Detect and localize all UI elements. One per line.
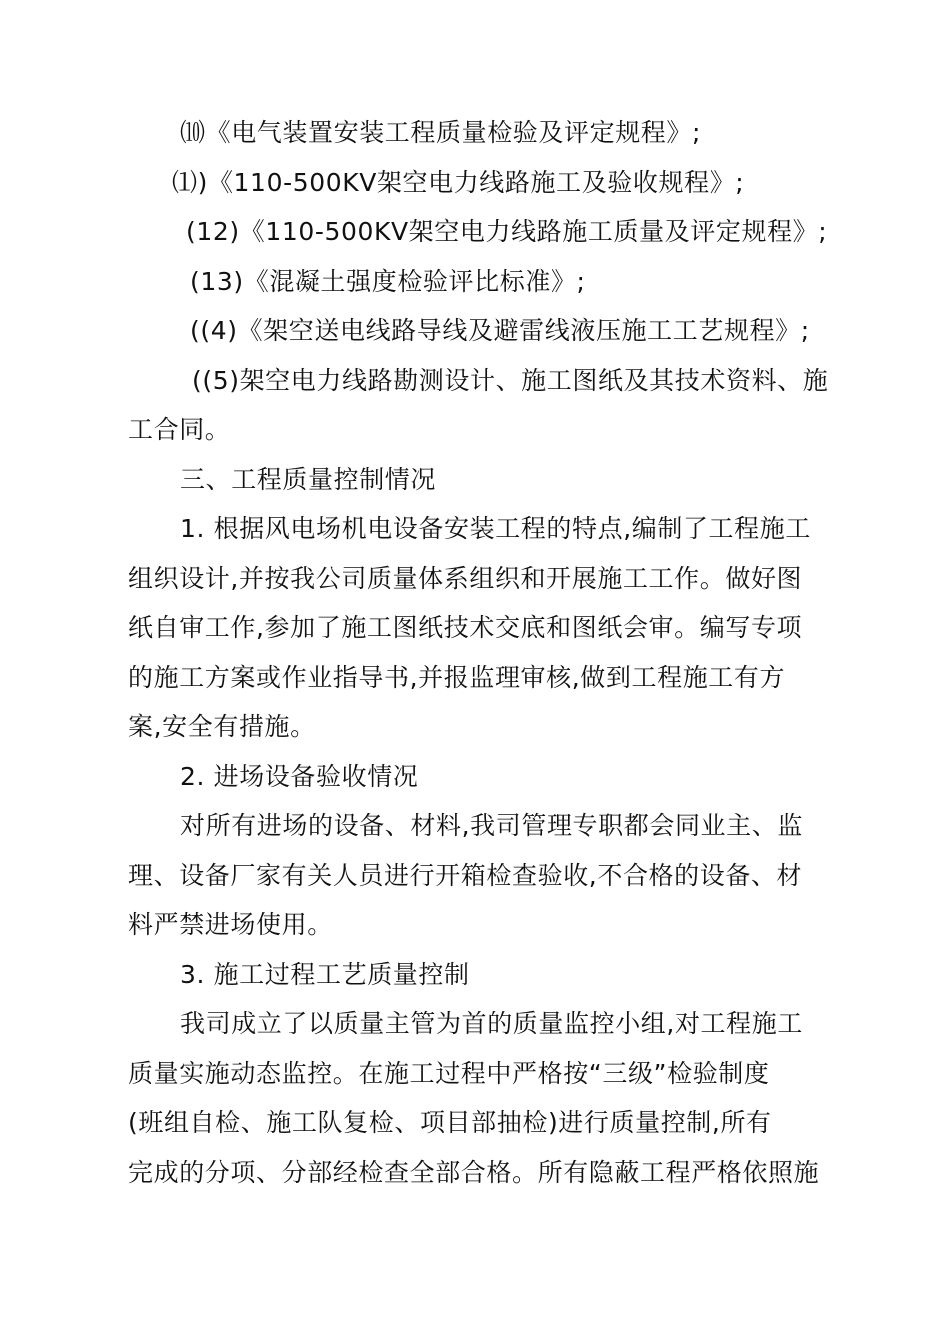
paragraph-line: 的施工方案或作业指导书,并报监理审核,做到工程施工有方 (128, 662, 786, 692)
paragraph-line: 我司成立了以质量主管为首的质量监控小组,对工程施工 (180, 1009, 803, 1038)
paragraph-line: 对所有进场的设备、材料,我司管理专职都会同业主、监 (180, 811, 803, 840)
list-item-12: (12)《110-500KV架空电力线路施工质量及评定规程》; (186, 217, 828, 246)
paragraph-line: 纸自审工作,参加了施工图纸技术交底和图纸会审。编写专项 (128, 613, 803, 642)
list-item-15: ((5)架空电力线路勘测设计、施工图纸及其技术资料、施 (192, 365, 829, 395)
list-item-13: (13)《混凝土强度检验评比标准》; (190, 266, 586, 296)
paragraph-line: 案,安全有措施。 (128, 712, 316, 741)
paragraph-line: 组织设计,并按我公司质量体系组织和开展施工工作。做好图 (128, 563, 803, 593)
list-item-10: ⑽《电气装置安装工程质量检验及评定规程》; (180, 118, 702, 147)
section-heading: 三、工程质量控制情况 (180, 464, 437, 494)
document-body (128, 108, 840, 1197)
subsection-1-line: 1. 根据风电场机电设备安装工程的特点,编制了工程施工 (180, 514, 811, 543)
subsection-3-heading: 3. 施工过程工艺质量控制 (180, 959, 470, 989)
list-item-11: ⑴)《110-500KV架空电力线路施工及验收规程》; (172, 167, 745, 197)
list-item-14: ((4)《架空送电线路导线及避雷线液压施工工艺规程》; (190, 316, 810, 345)
paragraph-line: 质量实施动态监控。在施工过程中严格按“三级”检验制度 (128, 1058, 770, 1088)
paragraph-line: 工合同。 (128, 415, 231, 444)
paragraph-line: (班组自检、施工队复检、项目部抽检)进行质量控制,所有 (128, 1108, 772, 1137)
subsection-2-heading: 2. 进场设备验收情况 (180, 761, 419, 791)
paragraph-line: 理、设备厂家有关人员进行开箱检查验收,不合格的设备、材 (128, 860, 803, 890)
paragraph-line: 完成的分项、分部经检查全部合格。所有隐蔽工程严格依照施 (128, 1157, 820, 1187)
paragraph-line: 料严禁进场使用。 (128, 910, 333, 939)
